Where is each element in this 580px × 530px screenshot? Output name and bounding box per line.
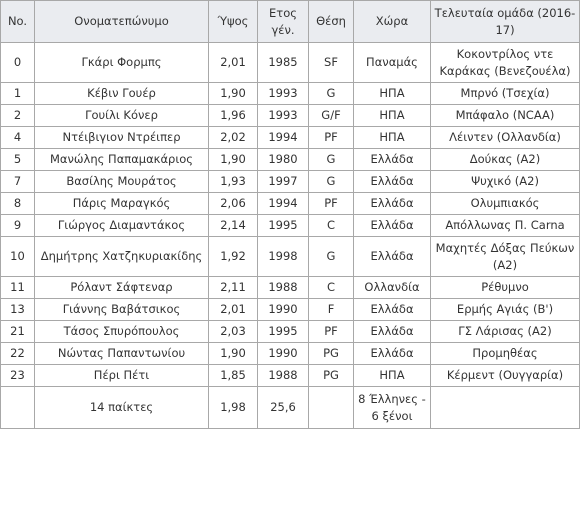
- cell-last-team: Ψυχικό (Α2): [431, 171, 580, 193]
- cell-position: SF: [309, 43, 354, 83]
- cell-country: Ελλάδα: [354, 237, 431, 277]
- cell-last-team: Προμηθέας: [431, 343, 580, 365]
- cell-height: 2,02: [209, 127, 258, 149]
- total-nationality: 8 Έλληνες - 6 ξένοι: [354, 387, 431, 429]
- cell-name: Πέρι Πέτι: [35, 365, 209, 387]
- cell-height: 2,14: [209, 215, 258, 237]
- cell-height: 1,90: [209, 343, 258, 365]
- cell-year: 1995: [258, 215, 309, 237]
- table-row: [1, 343, 580, 365]
- cell-year: 1995: [258, 321, 309, 343]
- cell-year: 1980: [258, 149, 309, 171]
- cell-year: 1993: [258, 105, 309, 127]
- cell-position: F: [309, 299, 354, 321]
- cell-height: 2,06: [209, 193, 258, 215]
- cell-height: 2,03: [209, 321, 258, 343]
- cell-name: Μανώλης Παπαμακάριος: [35, 149, 209, 171]
- cell-last-team: ΓΣ Λάρισας (Α2): [431, 321, 580, 343]
- table-row: [1, 365, 580, 387]
- cell-position: C: [309, 277, 354, 299]
- cell-country: Ελλάδα: [354, 321, 431, 343]
- table-row: [1, 83, 580, 105]
- cell-country: ΗΠΑ: [354, 105, 431, 127]
- cell-last-team: Λέιντεν (Ολλανδία): [431, 127, 580, 149]
- cell-year: 1993: [258, 83, 309, 105]
- cell-name: Δημήτρης Χατζηκυριακίδης: [35, 237, 209, 277]
- cell-last-team: Δούκας (Α2): [431, 149, 580, 171]
- header-year: Ετος γέν.: [258, 1, 309, 43]
- cell-country: Παναμάς: [354, 43, 431, 83]
- cell-name: Γκάρι Φορμπς: [35, 43, 209, 83]
- cell-year: 1997: [258, 171, 309, 193]
- cell-position: C: [309, 215, 354, 237]
- cell-no: 10: [1, 237, 35, 277]
- cell-last-team: Ολυμπιακός: [431, 193, 580, 215]
- header-last-team: Τελευταία ομάδα (2016-17): [431, 1, 580, 43]
- table-row: [1, 237, 580, 277]
- cell-no: 13: [1, 299, 35, 321]
- cell-no: 9: [1, 215, 35, 237]
- cell-year: 1985: [258, 43, 309, 83]
- cell-no: 1: [1, 83, 35, 105]
- cell-no: 22: [1, 343, 35, 365]
- total-position: [309, 387, 354, 429]
- cell-position: G: [309, 83, 354, 105]
- cell-year: 1994: [258, 127, 309, 149]
- cell-country: Ολλανδία: [354, 277, 431, 299]
- table-row: [1, 43, 580, 83]
- table-row: [1, 321, 580, 343]
- cell-year: 1994: [258, 193, 309, 215]
- table-row: [1, 277, 580, 299]
- table-row: [1, 215, 580, 237]
- cell-no: 23: [1, 365, 35, 387]
- total-avg-height: 1,98: [209, 387, 258, 429]
- totals-row: [1, 387, 580, 429]
- cell-country: Ελλάδα: [354, 215, 431, 237]
- header-no: No.: [1, 1, 35, 43]
- header-country: Χώρα: [354, 1, 431, 43]
- cell-last-team: Ερμής Αγιάς (Β'): [431, 299, 580, 321]
- cell-height: 1,90: [209, 149, 258, 171]
- cell-year: 1988: [258, 277, 309, 299]
- table-row: [1, 127, 580, 149]
- cell-last-team: Κοκοντρίλος ντε Καράκας (Βενεζουέλα): [431, 43, 580, 83]
- cell-last-team: Μαχητές Δόξας Πεύκων (Α2): [431, 237, 580, 277]
- total-players: 14 παίκτες: [35, 387, 209, 429]
- cell-no: 7: [1, 171, 35, 193]
- header-name: Ονοματεπώνυμο: [35, 1, 209, 43]
- cell-last-team: Κέρμεντ (Ουγγαρία): [431, 365, 580, 387]
- total-no: [1, 387, 35, 429]
- cell-height: 2,11: [209, 277, 258, 299]
- cell-no: 8: [1, 193, 35, 215]
- cell-last-team: Μπρνό (Τσεχία): [431, 83, 580, 105]
- header-position: Θέση: [309, 1, 354, 43]
- cell-no: 5: [1, 149, 35, 171]
- cell-height: 1,85: [209, 365, 258, 387]
- cell-last-team: Μπάφαλο (NCAA): [431, 105, 580, 127]
- table-row: [1, 193, 580, 215]
- cell-country: Ελλάδα: [354, 193, 431, 215]
- cell-name: Γουίλι Κόνερ: [35, 105, 209, 127]
- cell-position: PG: [309, 365, 354, 387]
- header-row: [1, 1, 580, 43]
- cell-no: 4: [1, 127, 35, 149]
- cell-height: 1,93: [209, 171, 258, 193]
- cell-height: 1,90: [209, 83, 258, 105]
- cell-name: Βασίλης Μουράτος: [35, 171, 209, 193]
- cell-position: G: [309, 171, 354, 193]
- cell-country: ΗΠΑ: [354, 365, 431, 387]
- cell-name: Γιώργος Διαμαντάκος: [35, 215, 209, 237]
- cell-position: PF: [309, 127, 354, 149]
- cell-country: ΗΠΑ: [354, 83, 431, 105]
- table-row: [1, 105, 580, 127]
- cell-year: 1990: [258, 299, 309, 321]
- total-avg-age: 25,6: [258, 387, 309, 429]
- cell-position: G: [309, 149, 354, 171]
- cell-height: 2,01: [209, 299, 258, 321]
- cell-name: Κέβιν Γουέρ: [35, 83, 209, 105]
- cell-country: Ελλάδα: [354, 171, 431, 193]
- cell-name: Πάρις Μαραγκός: [35, 193, 209, 215]
- cell-year: 1998: [258, 237, 309, 277]
- table-row: [1, 299, 580, 321]
- cell-year: 1990: [258, 343, 309, 365]
- cell-name: Γιάννης Βαβάτσικος: [35, 299, 209, 321]
- cell-no: 21: [1, 321, 35, 343]
- cell-position: PG: [309, 343, 354, 365]
- cell-country: Ελλάδα: [354, 343, 431, 365]
- cell-country: Ελλάδα: [354, 299, 431, 321]
- cell-position: G/F: [309, 105, 354, 127]
- cell-name: Ρόλαντ Σάφτεναρ: [35, 277, 209, 299]
- cell-year: 1988: [258, 365, 309, 387]
- cell-height: 2,01: [209, 43, 258, 83]
- cell-no: 11: [1, 277, 35, 299]
- cell-no: 2: [1, 105, 35, 127]
- cell-height: 1,92: [209, 237, 258, 277]
- cell-country: Ελλάδα: [354, 149, 431, 171]
- cell-position: PF: [309, 193, 354, 215]
- table-row: [1, 149, 580, 171]
- cell-last-team: Ρέθυμνο: [431, 277, 580, 299]
- cell-position: G: [309, 237, 354, 277]
- cell-name: Νώντας Παπαντωνίου: [35, 343, 209, 365]
- cell-height: 1,96: [209, 105, 258, 127]
- table-row: [1, 171, 580, 193]
- cell-last-team: Απόλλωνας Π. Carna: [431, 215, 580, 237]
- cell-country: ΗΠΑ: [354, 127, 431, 149]
- header-height: Ύψος: [209, 1, 258, 43]
- cell-name: Ντέιβιγιον Ντρέιπερ: [35, 127, 209, 149]
- cell-no: 0: [1, 43, 35, 83]
- total-last-team: [431, 387, 580, 429]
- cell-position: PF: [309, 321, 354, 343]
- cell-name: Τάσος Σπυρόπουλος: [35, 321, 209, 343]
